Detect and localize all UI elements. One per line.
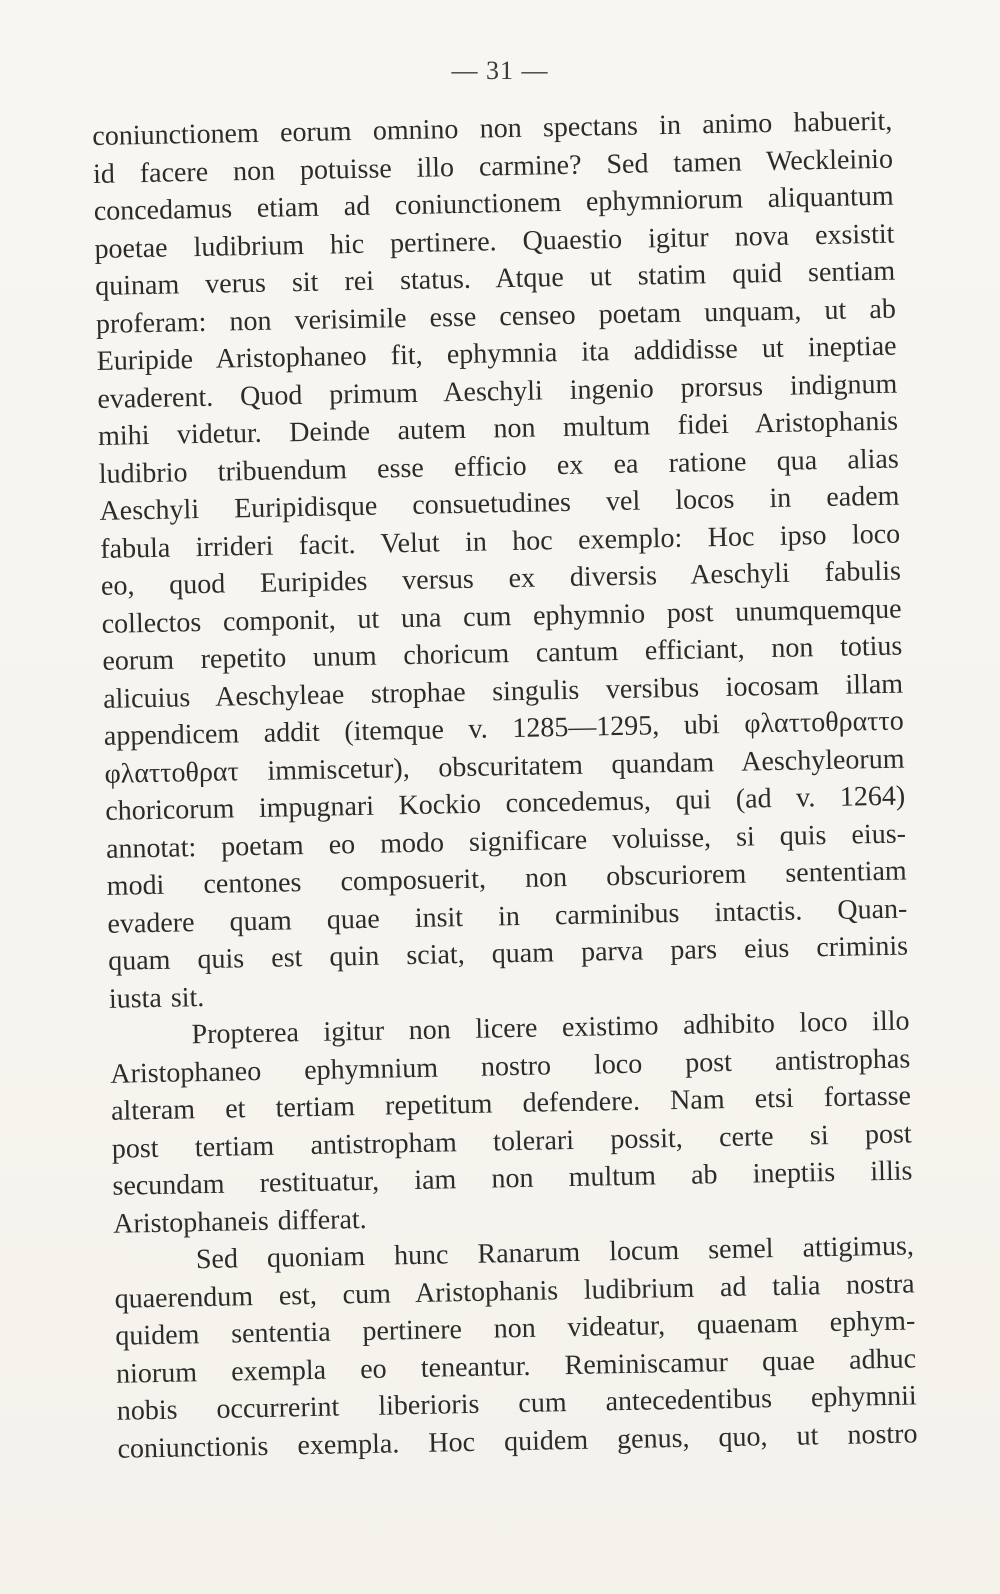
- text-line: Aristophaneis differat.: [112, 1203, 367, 1240]
- text-line: Aeschyli Euripidisque consuetudines vel locos in eadem: [99, 480, 900, 527]
- text-line: eorum repetito unum choricum cantum efficiant, non totius: [102, 630, 903, 677]
- text-line: φλαττοθρατ immiscetur), obscuritatem quandam Aeschyleorum: [104, 743, 905, 790]
- text-line: Euripide Aristophaneo fit, ephymnia ita addidisse ut ineptiae: [96, 330, 897, 377]
- text-line: mihi videtur. Deinde autem non multum fidei Aristophanis: [97, 405, 899, 452]
- text-line: annotat: poetam eo modo significare voluisse, si quis eius-: [105, 818, 907, 865]
- text-line: quaerendum est, cum Aristophanis ludibrium ad talia nostra: [114, 1267, 915, 1315]
- text-line: coniunctionem eorum omnino non spectans in animo habuerit,: [92, 105, 893, 152]
- text-line: nobis occurrerint liberioris cum antecedentibus ephymnii: [116, 1380, 917, 1427]
- text-line: id facere non potuisse illo carmine? Sed tamen Weckleinio: [92, 143, 894, 190]
- text-line: poetae ludibrium hic pertinere. Quaestio igitur nova exsistit: [94, 218, 895, 265]
- text-line: eo, quod Euripides versus ex diversis Aeschyli fabulis: [100, 555, 902, 602]
- text-line: Sed quoniam hunc Ranarum locum semel attigimus,: [195, 1230, 915, 1276]
- text-line: evadere quam quae insit in carminibus intactis. Quan-: [107, 892, 908, 940]
- text-line: proferam: non verisimile esse censeo poetam unquam, ut ab: [95, 293, 897, 340]
- text-line: iusta sit.: [108, 981, 205, 1015]
- text-line: choricorum impugnari Kockio concedemus, qui (ad v. 1264): [105, 780, 906, 827]
- text-line: evaderent. Quod primum Aeschyli ingenio prorsus indignum: [97, 368, 898, 415]
- text-line: secundam restituatur, iam non multum ab ineptiis illis: [112, 1155, 913, 1202]
- text-line: modi centones composuerit, non obscuriorem sententiam: [106, 855, 907, 902]
- page-number: — 31 —: [451, 56, 549, 85]
- text-line: post tertiam antistropham tolerari possit, certe si post: [111, 1117, 912, 1165]
- text-line: appendicem addit (itemque v. 1285—1295, ubi φλαττοθραττο: [103, 705, 905, 752]
- text-line: alicuius Aeschyleae strophae singulis versibus iocosam illam: [102, 668, 904, 715]
- text-line: coniunctionis exempla. Hoc quidem genus, quo, ut nostro: [117, 1417, 918, 1465]
- text-line: fabula irrideri facit. Velut in hoc exemplo: Hoc ipso loco: [99, 518, 901, 565]
- text-line: quidem sententia pertinere non videatur, quaenam ephym-: [115, 1305, 916, 1352]
- text-line: concedamus etiam ad coniunctionem ephymniorum aliquantum: [93, 180, 894, 227]
- text-line: quam quis est quin sciat, quam parva pars eius criminis: [107, 930, 909, 977]
- body-text: [92, 103, 918, 1468]
- text-line: alteram et tertiam repetitum defendere. Nam etsi fortasse: [110, 1080, 912, 1127]
- text-line: collectos componit, ut una cum ephymnio post unumquemque: [101, 593, 902, 640]
- text-line: Aristophaneo ephymnium nostro loco post antistrophas: [110, 1042, 911, 1090]
- text-line: ludibrio tribuendum esse efficio ex ea ratione qua alias: [98, 443, 899, 490]
- text-line: niorum exempla eo teneantur. Reminiscamur quae adhuc: [115, 1342, 917, 1390]
- text-line: quinam verus sit rei status. Atque ut statim quid sentiam: [94, 255, 896, 302]
- text-line: Propterea igitur non licere existimo adhibito loco illo: [191, 1005, 910, 1051]
